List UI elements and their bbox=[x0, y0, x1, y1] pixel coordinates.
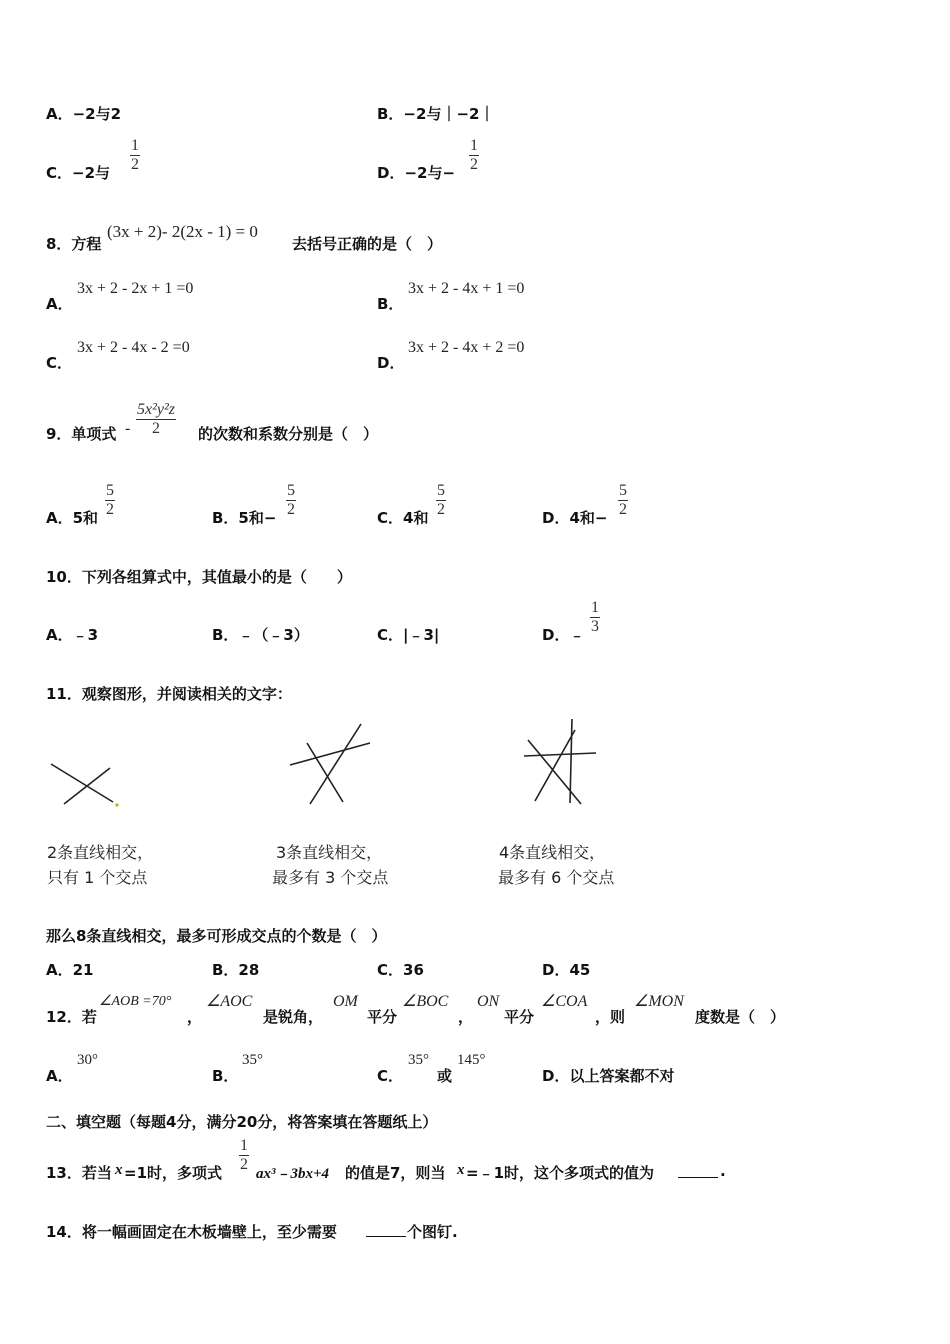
q12-angle-mon: ∠MON bbox=[634, 993, 684, 1010]
q8-option-a-expr: 3x + 2 - 2x + 1 =0 bbox=[77, 280, 194, 297]
q12-option-d: D．以上答案都不对 bbox=[542, 1067, 675, 1085]
fraction-numerator: 1 bbox=[131, 137, 139, 154]
q8-option-d-label: D． bbox=[377, 354, 405, 372]
q12-text-bisects-1: 平分 bbox=[367, 1008, 398, 1026]
q7-option-b: B．−2与｜−2｜ bbox=[377, 105, 495, 123]
q10-option-a: A．﹣3 bbox=[46, 626, 99, 644]
q9-option-a-fraction bbox=[105, 482, 115, 519]
q12-option-c-label: C． bbox=[377, 1067, 404, 1085]
q12-text-acute: 是锐角， bbox=[263, 1008, 324, 1026]
q7-option-c: C．−2与 bbox=[46, 164, 111, 182]
q8-option-d-expr: 3x + 2 - 4x + 2 =0 bbox=[408, 339, 525, 356]
fraction-denominator: 2 bbox=[240, 1156, 248, 1173]
q9-option-d-fraction bbox=[618, 482, 628, 519]
q12-comma-1: ， bbox=[187, 1008, 203, 1026]
caption-four-lines-1: 4条直线相交， bbox=[499, 843, 606, 862]
q10-stem: 10．下列各组算式中，其值最小的是（ ） bbox=[46, 568, 352, 586]
q12-ray-om: OM bbox=[333, 993, 358, 1010]
q13-answer-blank[interactable] bbox=[678, 1165, 718, 1178]
caption-two-lines-2: 只有 1 个交点 bbox=[47, 868, 148, 887]
q11-stem: 11．观察图形，并阅读相关的文字： bbox=[46, 685, 292, 703]
q12-angle-coa: ∠COA bbox=[541, 993, 588, 1010]
fraction-numerator: 1 bbox=[240, 1137, 248, 1154]
monomial-numerator: 5x²y²z bbox=[137, 401, 176, 418]
caption-three-lines-1: 3条直线相交， bbox=[276, 843, 383, 862]
q8-prefix: 8．方程 bbox=[46, 235, 102, 253]
q13-polynomial: ax³﹣3bx+4 bbox=[256, 1166, 330, 1182]
q12-angle-aoc: ∠AOC bbox=[206, 993, 253, 1010]
fraction-numerator: 5 bbox=[437, 482, 445, 499]
q12-option-b-value: 35° bbox=[242, 1052, 263, 1068]
q9-option-b: B．5和− bbox=[212, 509, 277, 527]
q12-option-c-or: 或 bbox=[437, 1067, 453, 1085]
line-3 bbox=[528, 740, 581, 804]
q8-option-c-expr: 3x + 2 - 4x - 2 =0 bbox=[77, 339, 190, 356]
q8-option-b-label: B． bbox=[377, 295, 404, 313]
section-2-heading: 二、填空题（每题4分，满分20分，将答案填在答题纸上） bbox=[46, 1113, 438, 1131]
q12-text-then: ，则 bbox=[595, 1008, 626, 1026]
q13-prefix: 13．若当 bbox=[46, 1164, 112, 1182]
q9-suffix: 的次数和系数分别是（ ） bbox=[198, 425, 379, 443]
q10-option-d-fraction bbox=[590, 599, 600, 636]
fraction-denominator: 2 bbox=[106, 501, 114, 518]
q14-answer-blank[interactable] bbox=[366, 1224, 406, 1237]
three-lines-figure bbox=[283, 718, 378, 813]
q12-suffix: 度数是（ ） bbox=[695, 1008, 786, 1026]
q7-option-d: D．−2与− bbox=[377, 164, 456, 182]
fraction-denominator: 2 bbox=[619, 501, 627, 518]
fraction-numerator: 5 bbox=[287, 482, 295, 499]
q11-option-b: B．28 bbox=[212, 961, 260, 979]
q12-comma-2: ， bbox=[458, 1008, 474, 1026]
q12-option-c-value-1: 35° bbox=[408, 1052, 429, 1068]
q11-question: 那么8条直线相交，最多可形成交点的个数是（ ） bbox=[46, 927, 387, 945]
q12-prefix: 12．若 bbox=[46, 1008, 97, 1026]
q9-prefix: 9．单项式 bbox=[46, 425, 117, 443]
q11-option-a: A．21 bbox=[46, 961, 94, 979]
q14-prefix: 14．将一幅画固定在木板墙壁上，至少需要 bbox=[46, 1223, 337, 1241]
fraction-denominator: 2 bbox=[470, 156, 478, 173]
fraction-denominator: 2 bbox=[437, 501, 445, 518]
q13-condition-1: =1时，多项式 bbox=[124, 1164, 223, 1182]
q13-middle: 的值是7，则当 bbox=[345, 1164, 446, 1182]
line-1 bbox=[51, 764, 113, 802]
fraction-denominator: 3 bbox=[591, 618, 599, 635]
q9-option-c: C．4和 bbox=[377, 509, 429, 527]
q9-minus: - bbox=[125, 420, 131, 437]
q8-option-c-label: C． bbox=[46, 354, 73, 372]
line-1 bbox=[290, 743, 370, 765]
caption-three-lines-2: 最多有 3 个交点 bbox=[272, 868, 389, 887]
q11-option-d: D．45 bbox=[542, 961, 591, 979]
q13-var-x-1: x bbox=[115, 1162, 123, 1178]
q12-angle-aob: ∠AOB =70° bbox=[99, 994, 172, 1009]
fraction-denominator: 2 bbox=[131, 156, 139, 173]
q10-option-c: C．|﹣3| bbox=[377, 626, 440, 644]
q9-option-c-fraction bbox=[436, 482, 446, 519]
q8-suffix: 去括号正确的是（ ） bbox=[292, 235, 443, 253]
q11-option-c: C．36 bbox=[377, 961, 424, 979]
fraction-numerator: 1 bbox=[470, 137, 478, 154]
fraction-numerator: 5 bbox=[106, 482, 114, 499]
q7-option-d-fraction bbox=[469, 137, 479, 174]
q13-var-x-2: x bbox=[457, 1162, 465, 1178]
fraction-denominator: 2 bbox=[287, 501, 295, 518]
q8-option-a-label: A． bbox=[46, 295, 73, 313]
line-2 bbox=[310, 724, 361, 804]
caption-two-lines-1: 2条直线相交， bbox=[47, 843, 154, 862]
q9-monomial bbox=[136, 401, 176, 438]
q8-equation: (3x + 2)- 2(2x - 1) = 0 bbox=[107, 222, 258, 241]
monomial-denominator: 2 bbox=[152, 420, 161, 437]
q12-option-b-label: B． bbox=[212, 1067, 239, 1085]
two-lines-figure bbox=[40, 750, 130, 815]
line-2 bbox=[64, 768, 110, 804]
q12-option-a-value: 30° bbox=[77, 1052, 98, 1068]
q12-option-a-label: A． bbox=[46, 1067, 73, 1085]
intersection-dot bbox=[115, 803, 118, 806]
fraction-numerator: 5 bbox=[619, 482, 627, 499]
q10-option-d: D．﹣ bbox=[542, 626, 585, 644]
q12-text-bisects-2: 平分 bbox=[504, 1008, 535, 1026]
q8-option-b-expr: 3x + 2 - 4x + 1 =0 bbox=[408, 280, 525, 297]
q9-option-b-fraction bbox=[286, 482, 296, 519]
q13-end: . bbox=[720, 1162, 726, 1180]
q14-suffix: 个图钉. bbox=[407, 1223, 458, 1241]
caption-four-lines-2: 最多有 6 个交点 bbox=[498, 868, 615, 887]
q9-option-d: D．4和− bbox=[542, 509, 608, 527]
q7-option-c-fraction bbox=[130, 137, 140, 174]
q10-option-b: B．﹣（﹣3） bbox=[212, 626, 309, 644]
q13-fraction bbox=[239, 1137, 249, 1174]
fraction-numerator: 1 bbox=[591, 599, 599, 616]
four-lines-figure bbox=[518, 716, 603, 808]
q12-ray-on: ON bbox=[477, 993, 500, 1010]
q13-condition-2: =﹣1时，这个多项式的值为 bbox=[466, 1164, 655, 1182]
q7-option-a: A．−2与2 bbox=[46, 105, 122, 123]
q9-option-a: A．5和 bbox=[46, 509, 99, 527]
q12-angle-boc: ∠BOC bbox=[402, 993, 449, 1010]
q12-option-c-value-2: 145° bbox=[457, 1052, 486, 1068]
